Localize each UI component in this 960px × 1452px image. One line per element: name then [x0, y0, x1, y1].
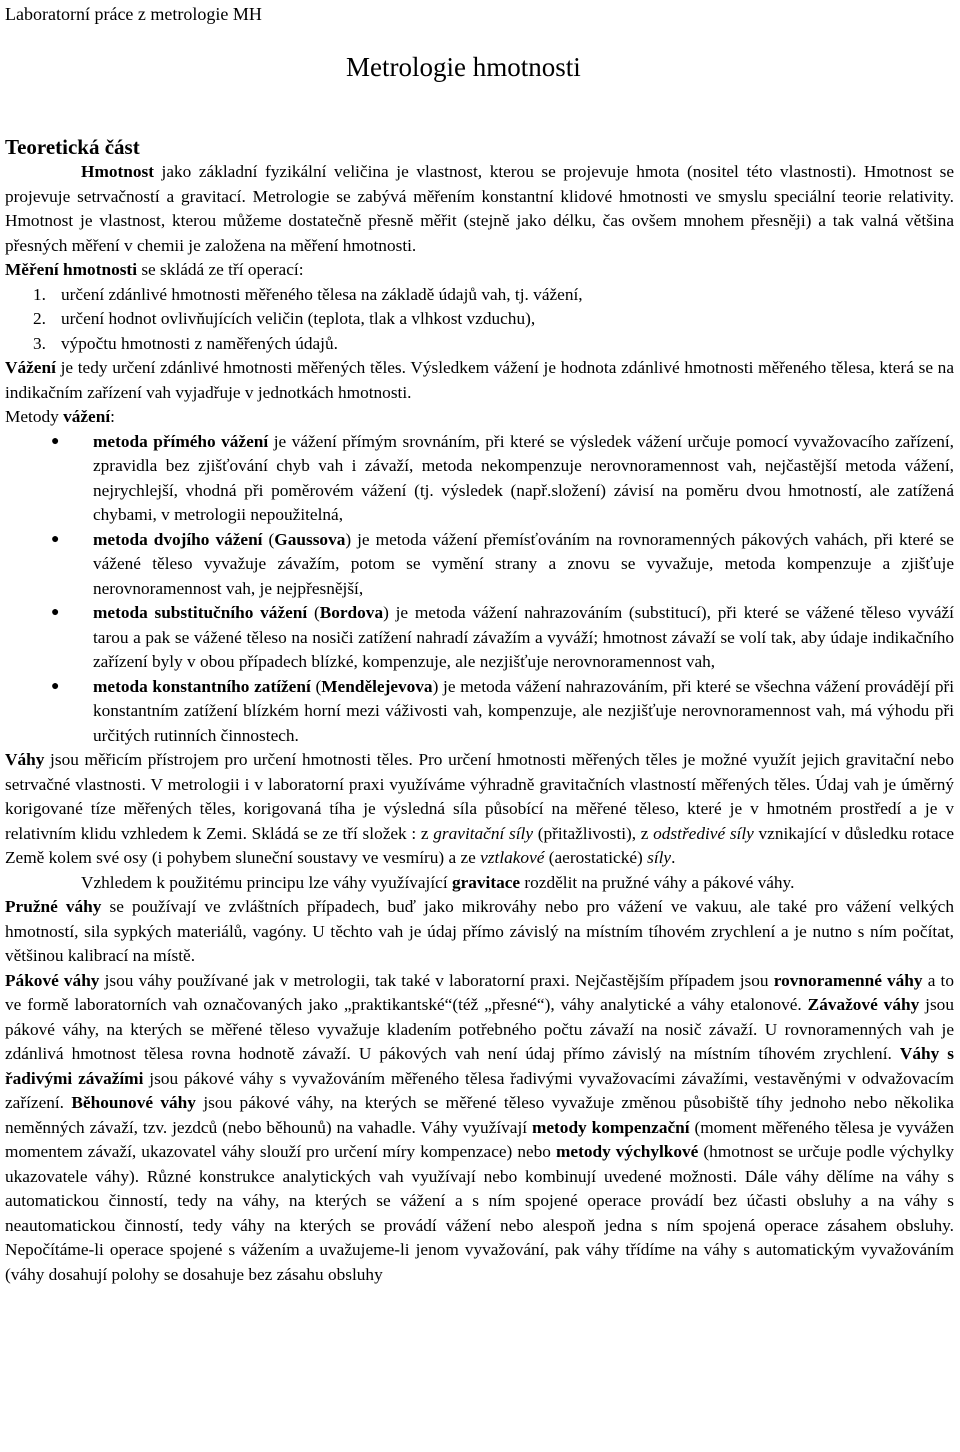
list-item: ● metoda substitučního vážení (Bordova) je metoda vážení nahrazováním (substitucí), při které se vážené těleso vyváží tarou a pak se vážené těleso na nosiči zatížení nahradí závažím a vyváží; hmotnost závaží se volí tak, aby údaje indikačního zařízení byly v obou případech blízké, kompenzuje, ale nezjišťuje nerovnoramennost vah,: [51, 603, 954, 671]
lever-paragraph: Pákové váhy jsou váhy používané jak v metrologii, tak také v laboratorní praxi. Nejčastějším případem jsou rovnoramenné váhy a to ve formě laboratorních vah označovaných jako „praktikantské“(též „přesné“), váhy analytické a váhy etalonové. Závažové váhy jsou pákové váhy, na kterých se měřené těleso vyvažuje kladením potřebného počtu závaží na nosič závaží. U rovnoramenných vah je zdánlivá hmotnost tělesa rovna hodnotě závaží. U pákových vah není údaj přímo závislý na místním tíhovém zrychlení. Váhy s řadivými závažími jsou pákové váhy s vyvažováním měřeného tělesa řadivými vyvažovacími závažími, vestavěnými v odvažovacím zařízení. Běhounové váhy jsou pákové váhy, na kterých se měřené těleso vyvažuje změnou působiště tíhy jednoho nebo několika neměnných závaží, tzv. jezdců (nebo běhounů) na vahadle. Váhy využívají metody kompenzační (moment měřeného tělesa je vyvážen momentem závaží, ukazovatel váhy slouží pro určení míry kompenzace) nebo metody výchylkové (hmotnost se určuje podle výchylky ukazovatele váhy). Různé konstrukce analytických vah využívají nebo kombinují uvedené možnosti. Dále váhy dělíme na váhy s automatickou činností, tedy na váhy, na kterých se vážení a s ním spojené operace provádí bez účasti obsluhy a na váhy s neautomatickou činností, tedy váhy na kterých se provádí vážení nebo alespoň jedna s ním spojená operace zásahem obsluhy. Nepočítáme-li operace spojené s vážením a uvažujeme-li jenom vyvažování, pak váhy třídíme na váhy s automatickým vyvažováním (váhy dosahují polohy se dosahuje bez zásahu obsluhy: [5, 970, 954, 1284]
measure-step-2: 2. určení hodnot ovlivňujících veličin (teplota, tlak a vlhkost vzduchu),: [33, 309, 536, 328]
intro-paragraph: [5, 160, 954, 258]
list-item: ● metoda konstantního zatížení (Mendělejevova) je metoda vážení nahrazováním, při které se všechna vážení provádějí při konstantním zatížení blízkém horní mezi váživosti vah, kompenzuje, ale nezjišťuje nerovnoramennost vah, má výhodu při určitých rutinních činnostech.: [51, 676, 955, 745]
measure-paragraph: [5, 258, 954, 283]
measure-text: se skládá ze tří operací:: [137, 260, 304, 279]
bullet-icon: ●: [51, 678, 60, 694]
weighing-text: je tedy určení zdánlivé hmotnosti měřených těles. Výsledkem vážení je hodnota zdánlivé hmotnosti měřeného tělesa, která se na indikačním zařízení vah vyjadřuje v jednotkách hmotnosti.: [5, 358, 954, 402]
elastic-paragraph: Pružné váhy se používají ve zvláštních případech, buď jako mikrováhy nebo pro vážení ve vakuu, ale také pro vážení velkých hmotností, sila sypkých materiálů, vagóny. U těchto vah je údaj přímo závislý na místním tíhovém zrychlení a je nutno s ním počítat, většinou kalibrací na místě.: [5, 897, 954, 965]
scales-paragraph: Váhy jsou měřicím přístrojem pro určení hmotnosti těles. Pro určení hmotnosti měřených těles je možné využít jejich gravitační nebo setrvačné vlastnosti. V metrologii i v laboratorní praxi využíváme výhradně gravitačních vlastností měřených těles. Údaj vah je úměrný korigované tíze měřených těles, korigovaná tíha je výsledná síla působící na měřené těleso, které je v hmotném prostředí a je v relativním klidu vzhledem k Zemi. Skládá se ze tří složek : z gravitační síly (přitažlivosti), z odstředivé síly vznikající v důsledku rotace Země kolem své osy (i pohybem sluneční soustavy ve vesmíru) a ze vztlakové (aerostatické) síly.: [5, 750, 954, 867]
bullet-icon: ●: [51, 605, 60, 620]
page-title: Metrologie hmotnosti: [346, 52, 581, 82]
intro-text: jako základní fyzikální veličina je vlastnost, kterou se projevuje hmota (nositel této vlastnosti). Hmotnost se projevuje setrvačností a gravitací. Metrologie se zabývá měřením konstantní klidové hmotnosti ve smyslu speciální teorie relativity. Hmotnost je vlastnost, kterou můžeme dostatečně přesně měřit (stejně jako délku, čas ovšem mnohem přesněji) a tak valná většina přesných měření v chemii je založena na měření hmotnosti.: [5, 162, 954, 255]
principle-paragraph: Vzhledem k použitému principu lze váhy využívající gravitace rozdělit na pružné váhy a pákové váhy.: [81, 872, 795, 892]
page-header: Laboratorní práce z metrologie MH: [5, 4, 262, 24]
methods-list: [5, 430, 954, 749]
weighing-paragraph: [5, 356, 954, 405]
bullet-icon: ●: [51, 531, 60, 547]
weighing-term: Vážení: [5, 358, 56, 377]
methods-label: Metody vážení:: [5, 407, 115, 426]
bullet-icon: ●: [51, 433, 60, 449]
list-item: ● metoda přímého vážení je vážení přímým srovnáním, při které se výsledek vážení určuje pomocí vyvažovacího zařízení, zpravidla bez zjišťování chyb vah i závaží, metoda nekompenzuje nerovnoramennost vah, nejčastější metoda vážení, nejrychlejší, vhodná při poměrovém vážení (tj. výsledek (např.složení) závisí na poměru dvou hmotností, ale zatížená chybami, v metrologii nepoužitelná,: [51, 431, 954, 524]
intro-term: Hmotnost: [81, 162, 154, 181]
measure-step-1: 1. určení zdánlivé hmotnosti měřeného tělesa na základě údajů vah, tj. vážení,: [33, 284, 583, 304]
measure-step-3: 3. výpočtu hmotnosti z naměřených údajů.: [33, 333, 338, 353]
document-body: [5, 134, 954, 1287]
measure-term: Měření hmotnosti: [5, 260, 137, 279]
section-heading: Teoretická část: [5, 135, 140, 159]
list-item: ● metoda dvojího vážení (Gaussova) je metoda vážení přemísťováním na rovnoramenných pákových vahách, při které se vážené těleso vyvažuje závažím, potom se vymění strany a znovu se vyvažuje, metoda kompenzuje a zjišťuje nerovnoramennost vah, je nejpřesnější,: [51, 529, 954, 598]
